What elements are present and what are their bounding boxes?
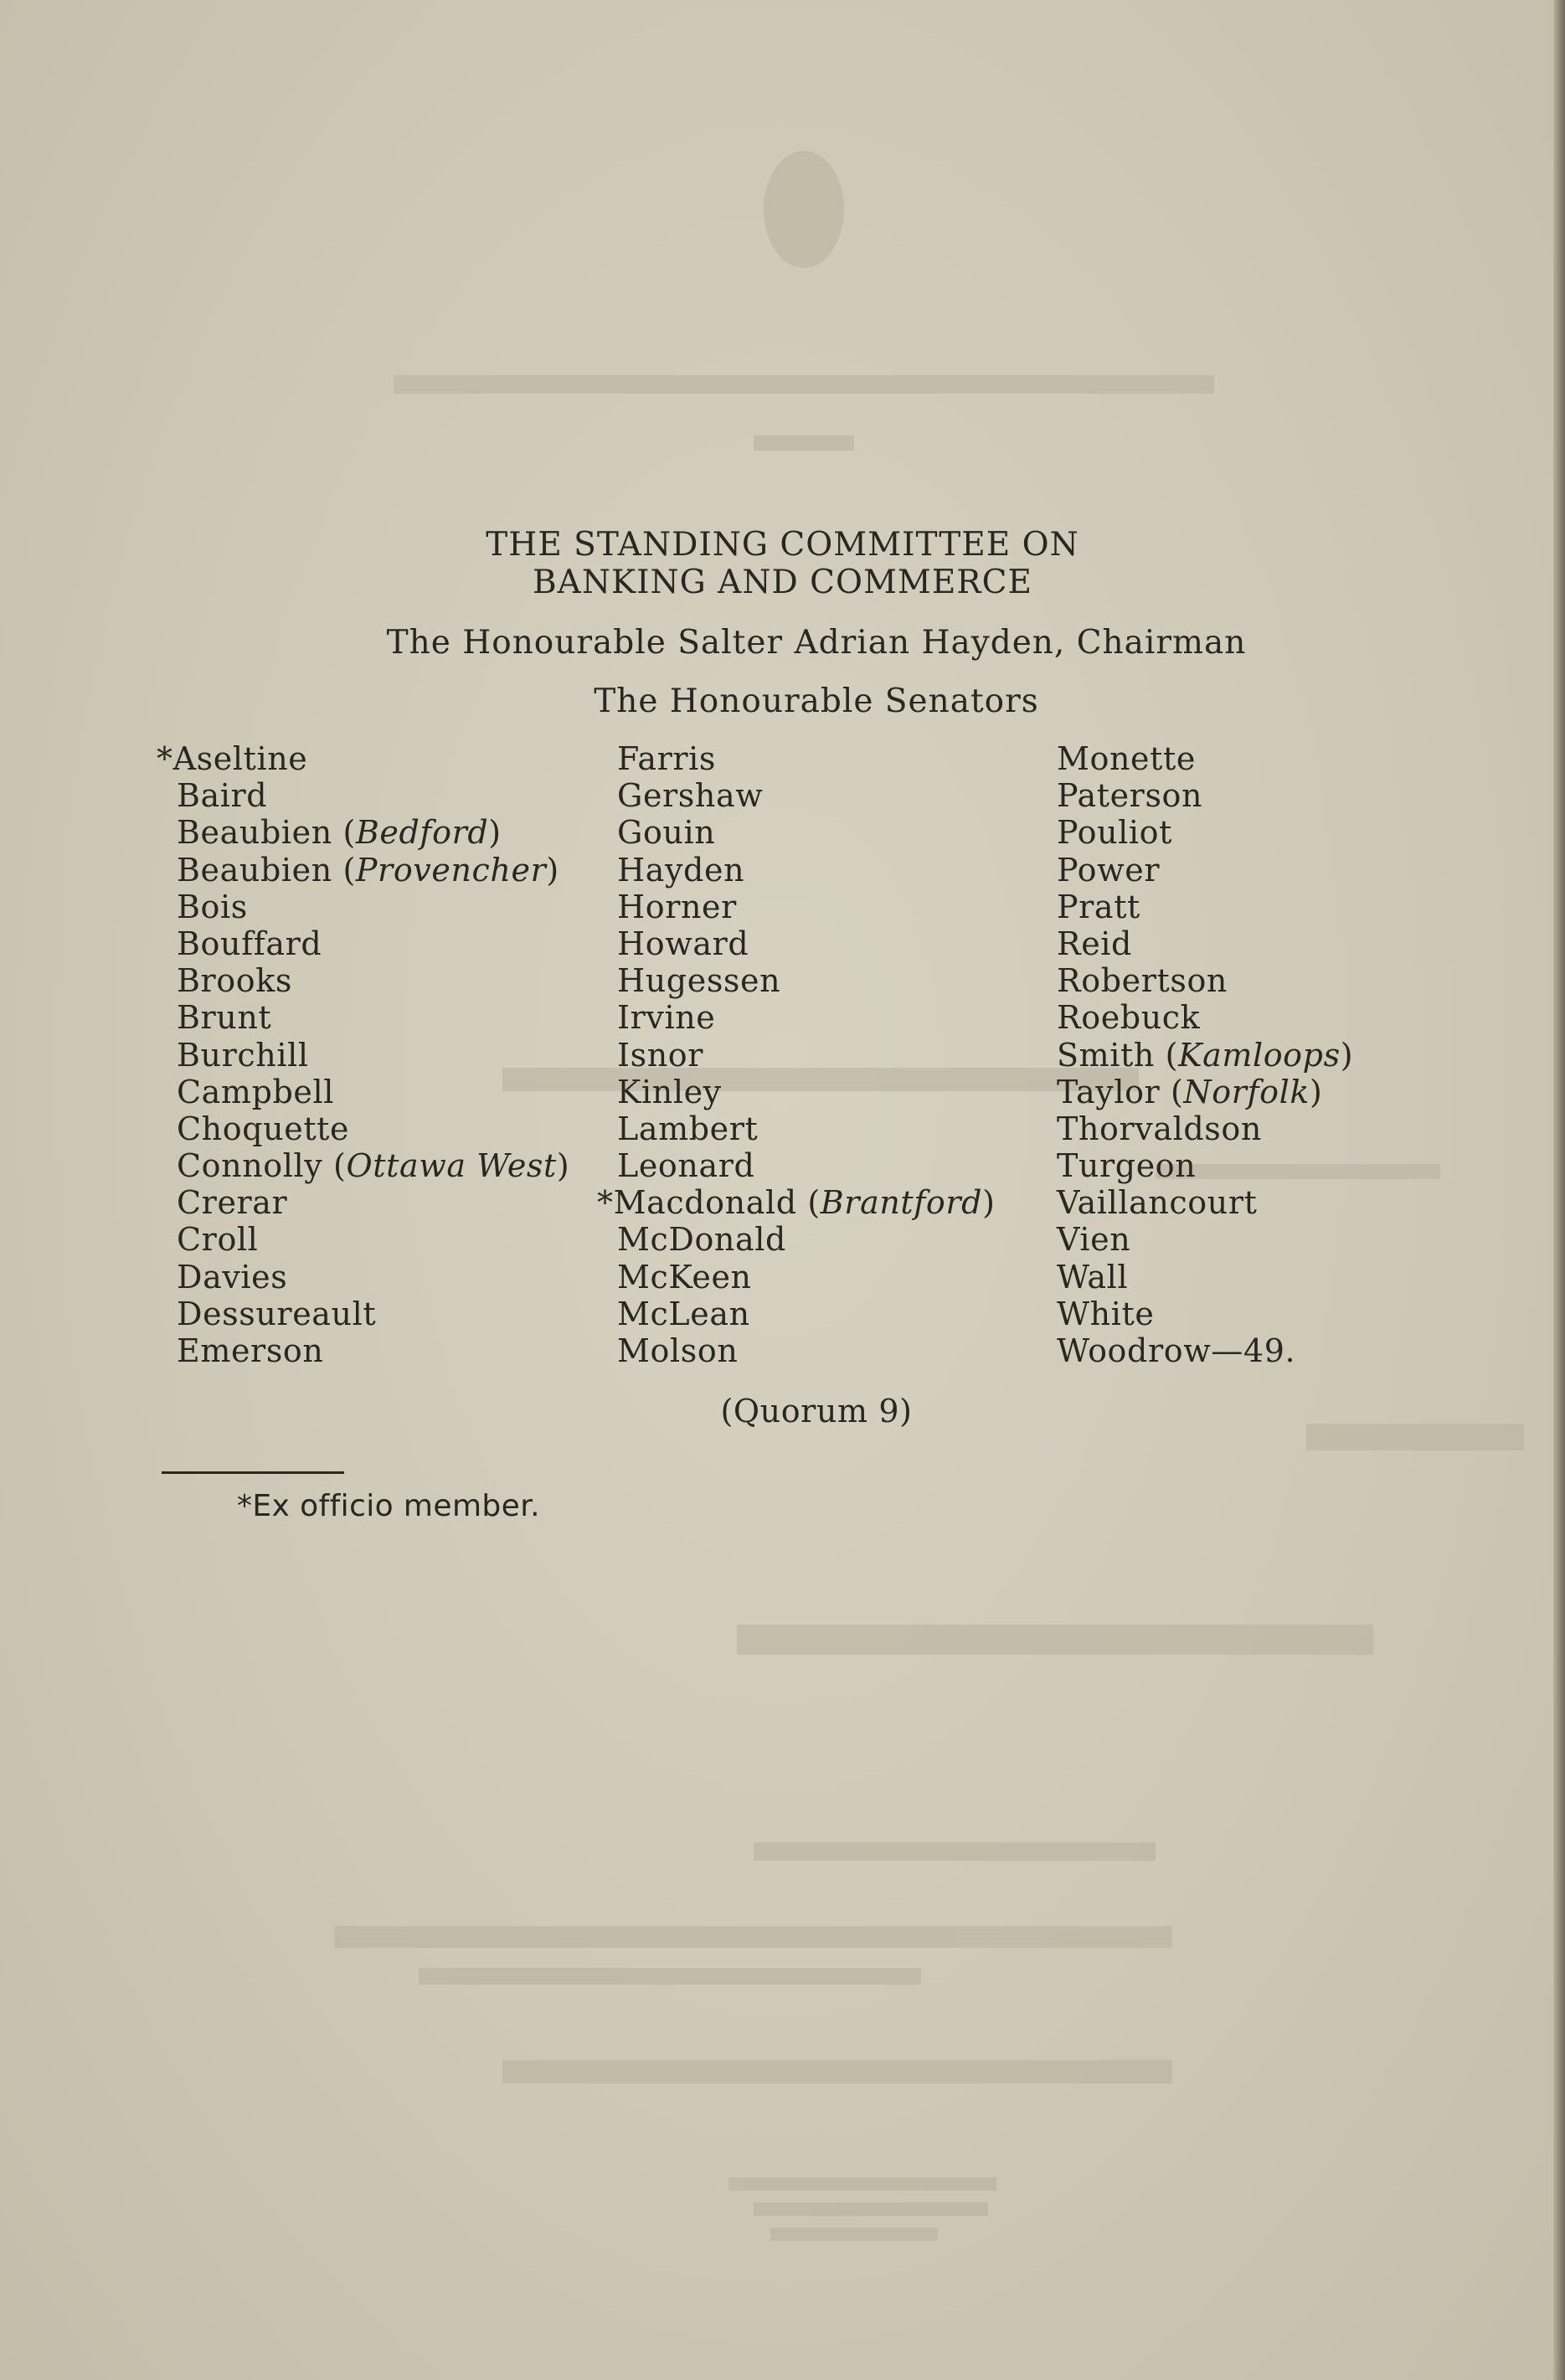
senator-name: White	[1057, 1295, 1155, 1332]
senator-name: Isnor	[617, 1036, 704, 1074]
senator-name: Paterson	[1057, 777, 1203, 815]
senator-name: Baird	[177, 777, 268, 815]
senator-name: Horner	[617, 888, 737, 925]
senator-name: Bouffard	[177, 925, 322, 962]
senator-entry	[1057, 1259, 1353, 1296]
senator-entry	[617, 1259, 996, 1296]
senator-name: Hugessen	[617, 962, 781, 1000]
senator-entry	[617, 889, 996, 925]
senator-entry	[1057, 1074, 1353, 1110]
senator-entry	[1057, 1184, 1353, 1221]
senator-entry	[617, 777, 996, 814]
senator-name: Burchill	[177, 1036, 309, 1074]
senator-name: Croll	[177, 1221, 259, 1259]
senator-name: Beaubien (	[177, 814, 356, 852]
senator-name: Turgeon	[1057, 1147, 1197, 1185]
senator-name: Pratt	[1057, 888, 1140, 925]
senator-entry	[1057, 1110, 1353, 1147]
senator-name: Pouliot	[1057, 814, 1173, 852]
senator-entry	[617, 1074, 996, 1110]
senator-entry	[177, 925, 569, 962]
senator-division: Norfolk	[1183, 1073, 1310, 1110]
senator-entry	[1057, 999, 1353, 1036]
senator-entry	[177, 1259, 569, 1296]
senator-name: Vien	[1057, 1221, 1131, 1259]
senator-name: Roebuck	[1057, 999, 1201, 1037]
senator-entry	[157, 740, 569, 777]
senator-division: Kamloops	[1178, 1036, 1341, 1074]
senator-name: Bois	[177, 888, 248, 925]
quorum-note: (Quorum 9)	[720, 1393, 913, 1430]
senator-name: Davies	[177, 1258, 288, 1296]
senator-name: Beaubien (	[177, 851, 356, 889]
senator-entry	[617, 925, 996, 962]
senator-name: Molson	[617, 1332, 739, 1369]
senator-name: Leonard	[617, 1147, 755, 1185]
senator-name: Vaillancourt	[1057, 1184, 1258, 1222]
committee-title-line-1: THE STANDING COMMITTEE ON	[486, 526, 1079, 564]
senators-heading: The Honourable Senators	[594, 683, 1039, 720]
senator-entry	[1057, 1221, 1353, 1258]
senator-name: Emerson	[177, 1332, 324, 1369]
senator-entry	[177, 777, 569, 814]
senator-name: Connolly (	[177, 1147, 347, 1185]
senator-entry	[177, 1184, 569, 1221]
senator-entry	[1057, 1332, 1353, 1369]
senator-division-close: )	[1340, 1036, 1354, 1074]
footnote: *Ex officio member.	[237, 1489, 540, 1523]
senator-name: Monette	[1057, 740, 1196, 777]
members-column-2	[597, 740, 996, 1369]
senator-name: Reid	[1057, 925, 1132, 962]
senator-entry	[597, 1184, 996, 1222]
footnote-rule	[162, 1471, 344, 1474]
senator-name: McKeen	[617, 1258, 752, 1296]
senator-entry	[177, 1037, 569, 1074]
senator-entry	[617, 999, 996, 1036]
senator-entry	[177, 1221, 569, 1258]
page-edge-shadow	[1553, 0, 1565, 2380]
senator-entry	[1057, 925, 1353, 962]
senator-entry	[617, 740, 996, 777]
senator-entry	[177, 814, 569, 851]
senator-entry	[617, 1332, 996, 1369]
senator-entry	[177, 889, 569, 925]
senator-division-close: )	[546, 851, 559, 889]
senator-name: Kinley	[617, 1073, 722, 1110]
senator-division-close: )	[488, 814, 502, 852]
senator-entry	[1057, 777, 1353, 814]
senator-name: McDonald	[617, 1221, 786, 1259]
senator-entry	[177, 962, 569, 999]
senator-entry	[1057, 814, 1353, 851]
senator-name: Brunt	[177, 999, 272, 1037]
senator-name: Dessureault	[177, 1295, 377, 1332]
senator-division-close: )	[556, 1147, 570, 1185]
senator-entry	[1057, 852, 1353, 889]
senator-division: Brantford	[820, 1184, 983, 1222]
senator-name: Woodrow—49.	[1057, 1332, 1296, 1369]
chairman-line: The Honourable Salter Adrian Hayden, Chairman	[386, 624, 1247, 662]
senator-name: Smith (	[1057, 1036, 1179, 1074]
senator-entry	[1057, 740, 1353, 777]
senator-name: Robertson	[1057, 962, 1228, 1000]
senator-entry	[177, 1296, 569, 1332]
senator-name: Aseltine	[172, 740, 308, 777]
senator-entry	[177, 1147, 569, 1184]
senator-name: Gershaw	[617, 777, 764, 815]
ex-officio-marker: *	[597, 1184, 614, 1222]
senator-entry	[617, 1296, 996, 1332]
senator-name: McLean	[617, 1295, 750, 1332]
senator-name: Thorvaldson	[1057, 1110, 1262, 1147]
senator-division: Bedford	[355, 814, 489, 852]
senator-entry	[617, 814, 996, 851]
senator-entry	[1057, 1147, 1353, 1184]
senator-entry	[177, 999, 569, 1036]
senator-entry	[1057, 962, 1353, 999]
senator-name: Taylor (	[1057, 1073, 1184, 1110]
senator-entry	[617, 852, 996, 889]
members-column-1	[157, 740, 570, 1369]
senator-division: Ottawa West	[346, 1147, 557, 1185]
senator-entry	[617, 962, 996, 999]
senator-entry	[617, 1221, 996, 1258]
senator-entry	[177, 852, 569, 889]
senator-name: Choquette	[177, 1110, 350, 1147]
senator-name: Gouin	[617, 814, 716, 852]
senator-name: Macdonald (	[613, 1184, 821, 1222]
senator-name: Brooks	[177, 962, 292, 1000]
senator-entry	[177, 1332, 569, 1369]
senator-name: Farris	[617, 740, 717, 777]
committee-title-line-2: BANKING AND COMMERCE	[533, 564, 1032, 601]
senator-entry	[1057, 889, 1353, 925]
senator-entry	[1057, 1296, 1353, 1332]
senator-name: Crerar	[177, 1184, 288, 1222]
senator-division: Provencher	[355, 851, 547, 889]
senator-entry	[617, 1147, 996, 1184]
senator-name: Howard	[617, 925, 749, 962]
ex-officio-marker: *	[157, 740, 173, 777]
senator-name: Wall	[1057, 1258, 1129, 1296]
senator-entry	[617, 1037, 996, 1074]
senator-name: Lambert	[617, 1110, 759, 1147]
senator-name: Irvine	[617, 999, 716, 1037]
senator-entry	[1057, 1037, 1353, 1074]
senator-division-close: )	[1310, 1073, 1323, 1110]
senator-name: Campbell	[177, 1073, 335, 1110]
senator-entry	[177, 1110, 569, 1147]
senator-entry	[177, 1074, 569, 1110]
senator-name: Power	[1057, 851, 1161, 889]
senator-name: Hayden	[617, 851, 745, 889]
members-column-3	[1057, 740, 1353, 1369]
senator-entry	[617, 1110, 996, 1147]
senator-division-close: )	[982, 1184, 996, 1222]
